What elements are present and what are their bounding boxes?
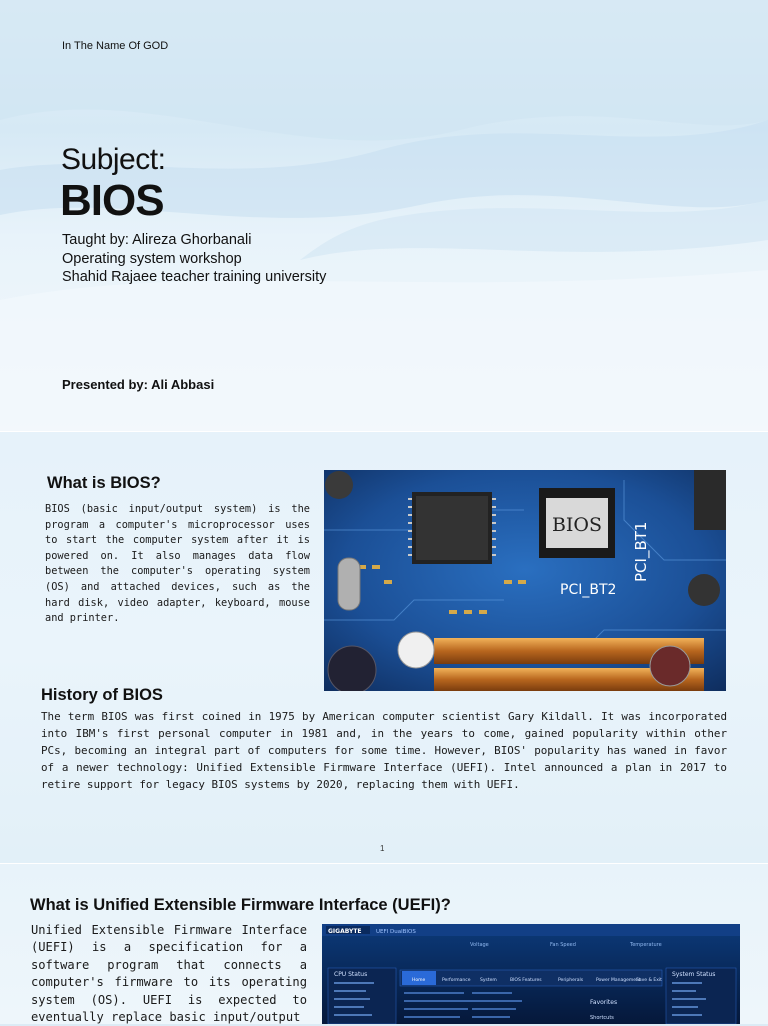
- uefi-text: Unified Extensible Firmware Interface (UEFI) is a specification for a software program that connects a computer's firmware to its operating system (OS). UEFI is expected to eventually replace basic input/output: [31, 923, 307, 1025]
- uefi-tab-bios-features: BIOS Features: [510, 978, 542, 983]
- bios-chip-label: BIOS: [551, 514, 603, 536]
- uefi-tab-system: System: [480, 978, 497, 983]
- subject-label: Subject:: [61, 143, 166, 176]
- uefi-voltage-label: Voltage: [470, 942, 489, 948]
- history-of-bios-heading: History of BIOS: [41, 686, 163, 704]
- pci-bt2-label: PCI_BT2: [560, 582, 617, 598]
- uefi-shortcuts: Shortcuts: [590, 1015, 614, 1021]
- uefi-tab-peripherals: Peripherals: [558, 978, 584, 983]
- uefi-bios-screenshot: [322, 924, 740, 1024]
- motherboard-bios-chip-image: [324, 470, 726, 691]
- page-number: 1: [380, 844, 385, 853]
- uefi-favorites: Favorites: [590, 999, 618, 1006]
- what-is-bios-text: BIOS (basic input/output system) is the program a computer's microprocessor uses to start the computer system after it is powered on. It also manages data flow between the computer's operating system (OS) and attached devices, such as the hard disk, video adapter, keyboard, mouse and printer.: [45, 503, 310, 625]
- presenter-line: Presented by: Ali Abbasi: [62, 377, 215, 392]
- subject-title: BIOS: [60, 176, 164, 225]
- uefi-cpu-status: CPU Status: [334, 971, 368, 978]
- dedication-line: In The Name Of GOD: [62, 40, 169, 52]
- university-line: Shahid Rajaee teacher training university: [62, 269, 327, 285]
- uefi-brand: GIGABYTE: [328, 928, 362, 935]
- what-is-bios-heading: What is BIOS?: [47, 474, 161, 492]
- uefi-system-status: System Status: [672, 971, 716, 978]
- course-info: [62, 231, 326, 287]
- uefi-tab-performance: Performance: [442, 978, 471, 983]
- uefi-tab-save-exit: Save & Exit: [636, 978, 662, 983]
- teacher-line: Taught by: Alireza Ghorbanali: [62, 232, 252, 248]
- uefi-product: UEFI DualBIOS: [376, 929, 416, 935]
- uefi-heading: What is Unified Extensible Firmware Interface (UEFI)?: [30, 896, 451, 914]
- uefi-fan-label: Fan Speed: [550, 942, 576, 948]
- title-slide: [0, 0, 768, 432]
- history-of-bios-text: The term BIOS was first coined in 1975 by American computer scientist Gary Kildall. It was incorporated into IBM's first personal computer in 1981 and, in the years to come, gained popularity within other PCs, becoming an integral part of computers for some time. However, BIOS' popularity has waned in favor of a newer technology: Unified Extensible Firmware Interface (UEFI). Intel announced a plan in 2017 to retire support for legacy BIOS systems by 2020, replacing them with UEFI.: [41, 710, 727, 791]
- pci-bt1-label: PCI_BT1: [632, 521, 650, 582]
- uefi-tab-power: Power Management: [596, 978, 641, 983]
- uefi-temp-label: Temperature: [630, 942, 662, 948]
- course-line: Operating system workshop: [62, 250, 242, 267]
- uefi-tab-home: Home: [412, 978, 426, 983]
